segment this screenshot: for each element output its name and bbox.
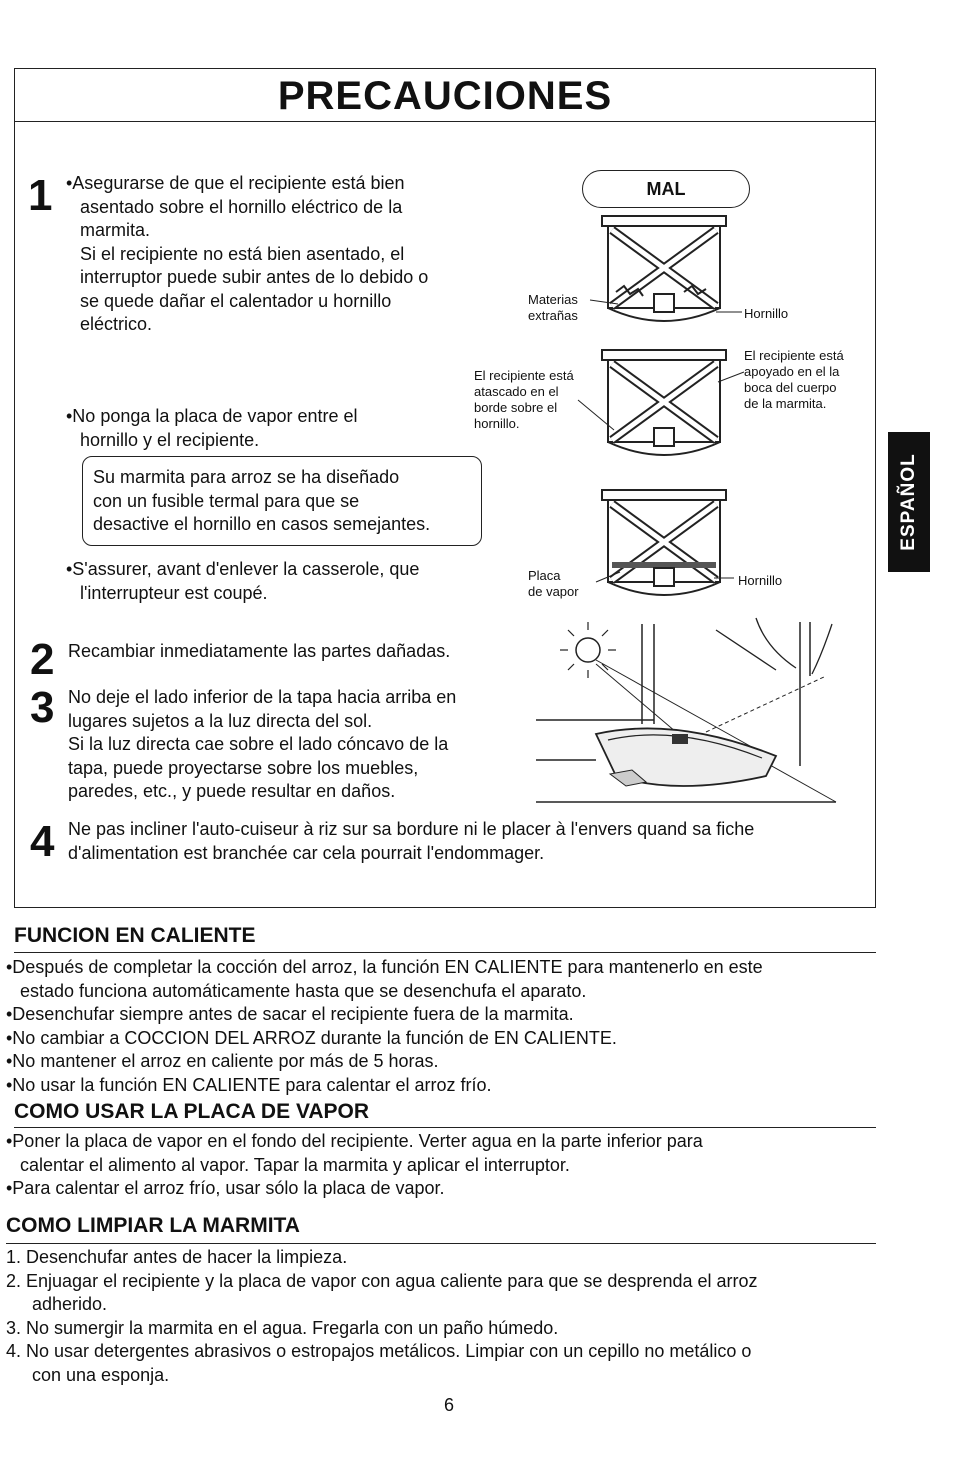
keep-warm-list [6,956,886,1097]
language-tab-label: ESPAÑOL [898,453,919,551]
text-line: borde sobre el [474,400,558,415]
figure-label-hotplate-3: Hornillo [738,573,783,588]
text-line: Si el recipiente no está bien asentado, el [80,243,405,264]
text-line: •S'assurer, avant d'enlever la casserole, que [66,559,420,579]
section-rule [14,1127,876,1128]
precautions-title-row [14,68,876,122]
list-item: •No usar la función EN CALIENTE para calentar el arroz frío. [6,1074,492,1095]
text-line: marmita. [80,220,151,240]
step-3-number: 3 [30,683,55,732]
text-line: •Asegurarse de que el recipiente está bien [66,173,405,193]
text-line: El recipiente está [474,368,574,383]
text-line: l'interrupteur est coupé. [80,582,268,603]
section-heading-keep-warm: FUNCION EN CALIENTE [14,924,256,947]
step-3-text [68,686,518,804]
text-line: de la marmita. [744,396,827,411]
list-item: estado funciona automáticamente hasta que se desenchufa el aparato. [20,980,587,1001]
list-item: •Después de completar la cocción del arroz, la función EN CALIENTE para mantenerlo en este [6,957,763,977]
text-line: hornillo. [474,416,520,431]
cooker-illustration-steam-plate [594,488,734,606]
text-line: boca del cuerpo [744,380,837,395]
step-2-text: Recambiar inmediatamente las partes dañadas. [68,641,451,661]
text-line: desactive el hornillo en casos semejantes. [93,514,431,534]
steam-plate-list [6,1130,886,1201]
step-4-number: 4 [30,817,55,866]
text-line: con un fusible termal para que se [93,490,360,511]
text-line: paredes, etc., y puede resultar en daños. [68,781,396,801]
text-line: apoyado en el la [744,364,840,379]
step-2-number: 2 [30,635,55,684]
list-item: •No cambiar a COCCION DEL ARROZ durante la función de EN CALIENTE. [6,1027,617,1048]
wrong-label: MAL [582,170,750,208]
text-line: se quede dañar el calentador u hornillo [80,290,392,311]
list-item: 3. No sumergir la marmita en el agua. Fregarla con un paño húmedo. [6,1317,559,1338]
text-line: interruptor puede subir antes de lo debido o [80,267,429,287]
text-line: asentado sobre el hornillo eléctrico de la [80,196,403,217]
text-line: •No ponga la placa de vapor entre el [66,406,358,426]
figure-label-foreign-matter [528,292,578,324]
section-heading-cleaning: COMO LIMPIAR LA MARMITA [6,1214,300,1237]
figure-label-steam-plate [528,568,579,600]
figure-2-leaders [578,372,748,432]
list-item: •Desenchufar siempre antes de sacar el recipiente fuera de la marmita. [6,1004,574,1024]
step-1-bullet-2 [66,405,466,452]
text-line: d'alimentation est branchée car cela pourrait l'endommager. [68,842,545,863]
step-1-paragraph [66,172,486,337]
list-item: •Poner la placa de vapor en el fondo del recipiente. Verter agua en la parte inferior para [6,1131,703,1151]
text-line: El recipiente está [744,348,844,363]
list-item: •Para calentar el arroz frío, usar sólo la placa de vapor. [6,1178,445,1198]
page-number: 6 [444,1395,455,1415]
text-line: atascado en el [474,384,559,399]
section-rule [14,952,876,953]
list-item: 2. Enjuagar el recipiente y la placa de vapor con agua caliente para que se desprenda el arroz [6,1270,758,1291]
text-line: eléctrico. [80,314,153,334]
page-title: PRECAUCIONES [277,74,613,118]
text-line: de vapor [528,584,579,599]
list-item: 4. No usar detergentes abrasivos o estropajos metálicos. Limpiar con un cepillo no metálico o [6,1341,752,1361]
text-line: Su marmita para arroz se ha diseñado [93,467,400,487]
figure-3-leaders [596,566,736,586]
section-rule [6,1243,876,1244]
text-line: Materias [528,292,578,307]
text-line: Ne pas incliner l'auto-cuiseur à riz sur sa bordure ni le placer à l'envers quand sa fiche [68,819,755,839]
text-line: hornillo y el recipiente. [80,429,260,450]
cleaning-list [6,1246,886,1387]
text-line: tapa, puede proyectarse sobre los muebles, [68,757,419,778]
text-line: No deje el lado inferior de la tapa hacia arriba en [68,687,457,707]
sunlight-lid-illustration [536,616,866,806]
text-line: lugares sujetos a la luz directa del sol. [68,710,373,731]
text-line: extrañas [528,308,578,323]
section-heading-steam-plate: COMO USAR LA PLACA DE VAPOR [14,1100,370,1123]
step-4-text [68,818,868,865]
figure-label-stuck-edge [474,368,574,432]
list-item: •No mantener el arroz en caliente por más de 5 horas. [6,1051,439,1071]
language-tab [888,432,930,572]
text-line: Placa [528,568,561,583]
figure-1-leaders [590,296,750,316]
thermal-fuse-notice [82,456,482,546]
figure-label-hotplate-1: Hornillo [744,306,789,321]
list-item: calentar el alimento al vapor. Tapar la marmita y aplicar el interruptor. [20,1154,570,1175]
step-1-bullet-3 [66,558,486,605]
list-item: adherido. [32,1294,108,1314]
list-item: 1. Desenchufar antes de hacer la limpieza. [6,1247,348,1267]
text-line: Si la luz directa cae sobre el lado cóncavo de la [68,734,449,754]
step-1-number: 1 [28,171,53,220]
list-item: con una esponja. [32,1364,170,1385]
figure-label-resting-mouth [744,348,844,412]
